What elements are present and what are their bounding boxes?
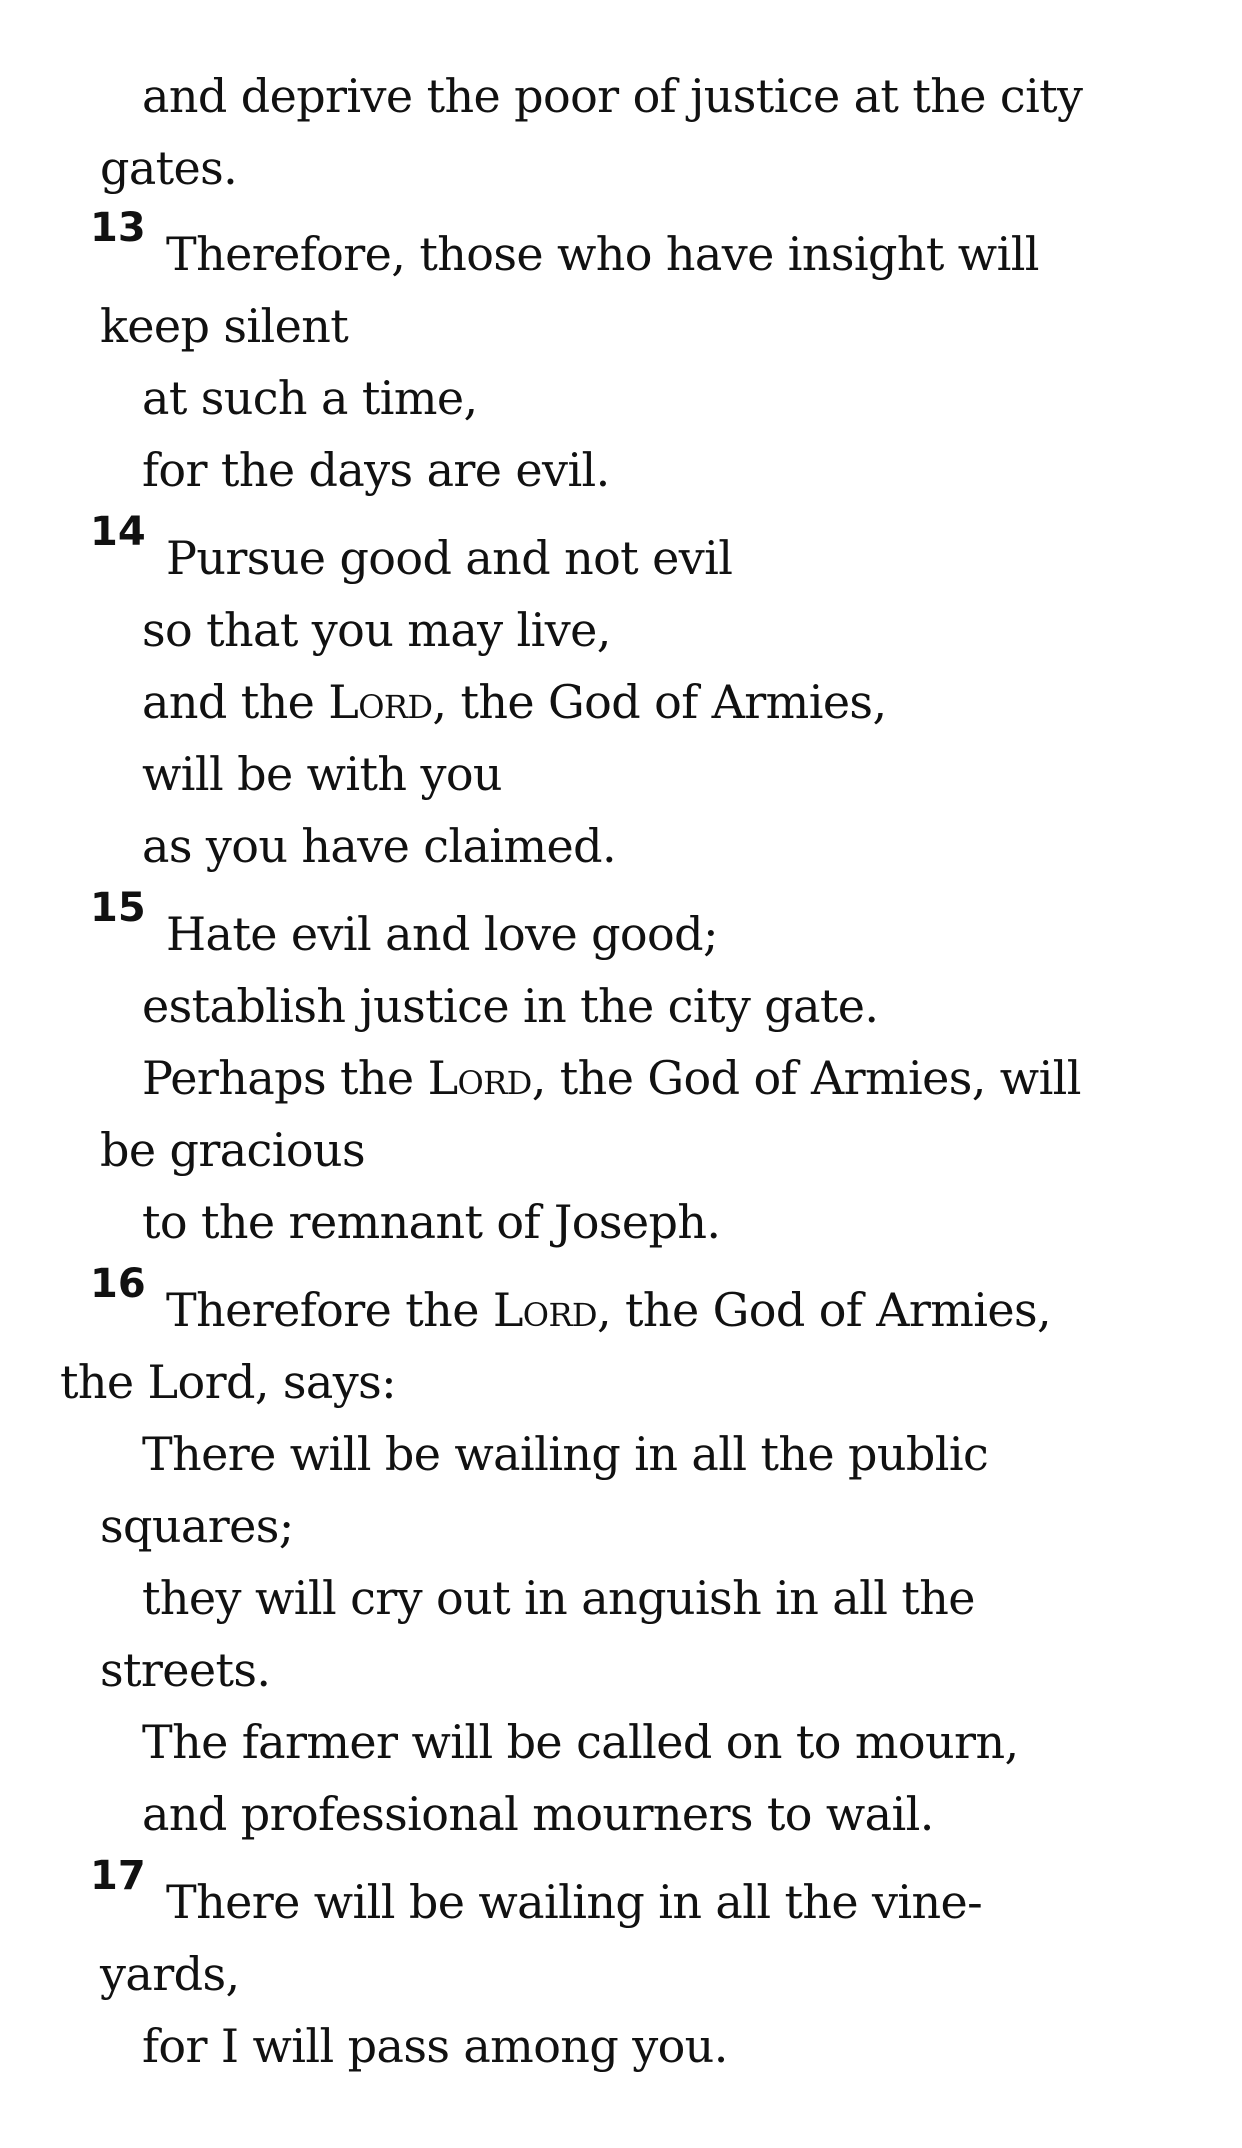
poem-line: keep silent	[100, 299, 349, 353]
poem-line: will be with you	[142, 747, 502, 801]
poem-line	[166, 1274, 1051, 1346]
poem-line: they will cry out in anguish in all the	[142, 1571, 975, 1625]
poem-line: the Lord, says:	[60, 1355, 397, 1409]
poem-line: as you have claimed.	[142, 819, 616, 873]
poem-line: for I will pass among you.	[142, 2019, 728, 2073]
poem-line: Therefore, those who have insight will	[166, 227, 1039, 281]
poem-line: There will be wailing in all the vine-	[166, 1875, 983, 1929]
poem-line: yards,	[100, 1947, 240, 2001]
poem-line: Hate evil and love good;	[166, 907, 718, 961]
line-text: , the God of Armies,	[597, 1283, 1052, 1337]
poem-line: establish justice in the city gate.	[142, 979, 879, 1033]
poem-line: and professional mourners to wail.	[142, 1787, 934, 1841]
poem-line: The farmer will be called on to mourn,	[142, 1715, 1019, 1769]
verse-number: 13	[90, 205, 146, 251]
line-text: and the	[142, 675, 329, 729]
verse-number: 17	[90, 1853, 146, 1899]
verse-number: 16	[90, 1261, 146, 1307]
divine-name: Lord	[492, 1283, 597, 1337]
line-text: Therefore the	[166, 1283, 493, 1337]
poem-line: gates.	[100, 141, 238, 195]
poem-line: for the days are evil.	[142, 443, 610, 497]
line-text: , the God of Armies,	[432, 675, 887, 729]
poem-line: and deprive the poor of justice at the city	[142, 69, 1083, 123]
poem-line	[142, 666, 886, 738]
poem-line: at such a time,	[142, 371, 478, 425]
poem-line: to the remnant of Joseph.	[142, 1195, 721, 1249]
poem-line: Pursue good and not evil	[166, 531, 733, 585]
poem-line: streets.	[100, 1643, 271, 1697]
divine-name: Lord	[427, 1051, 532, 1105]
verse-number: 15	[90, 885, 146, 931]
line-text: , the God of Armies, will	[531, 1051, 1081, 1105]
poem-line: squares;	[100, 1499, 294, 1553]
divine-name: Lord	[328, 675, 433, 729]
line-text: Perhaps the	[142, 1051, 428, 1105]
poem-line: be gracious	[100, 1123, 365, 1177]
poem-line: so that you may live,	[142, 603, 611, 657]
verse-number: 14	[90, 509, 146, 555]
poem-line	[142, 1042, 1081, 1114]
poem-line: There will be wailing in all the public	[142, 1427, 989, 1481]
